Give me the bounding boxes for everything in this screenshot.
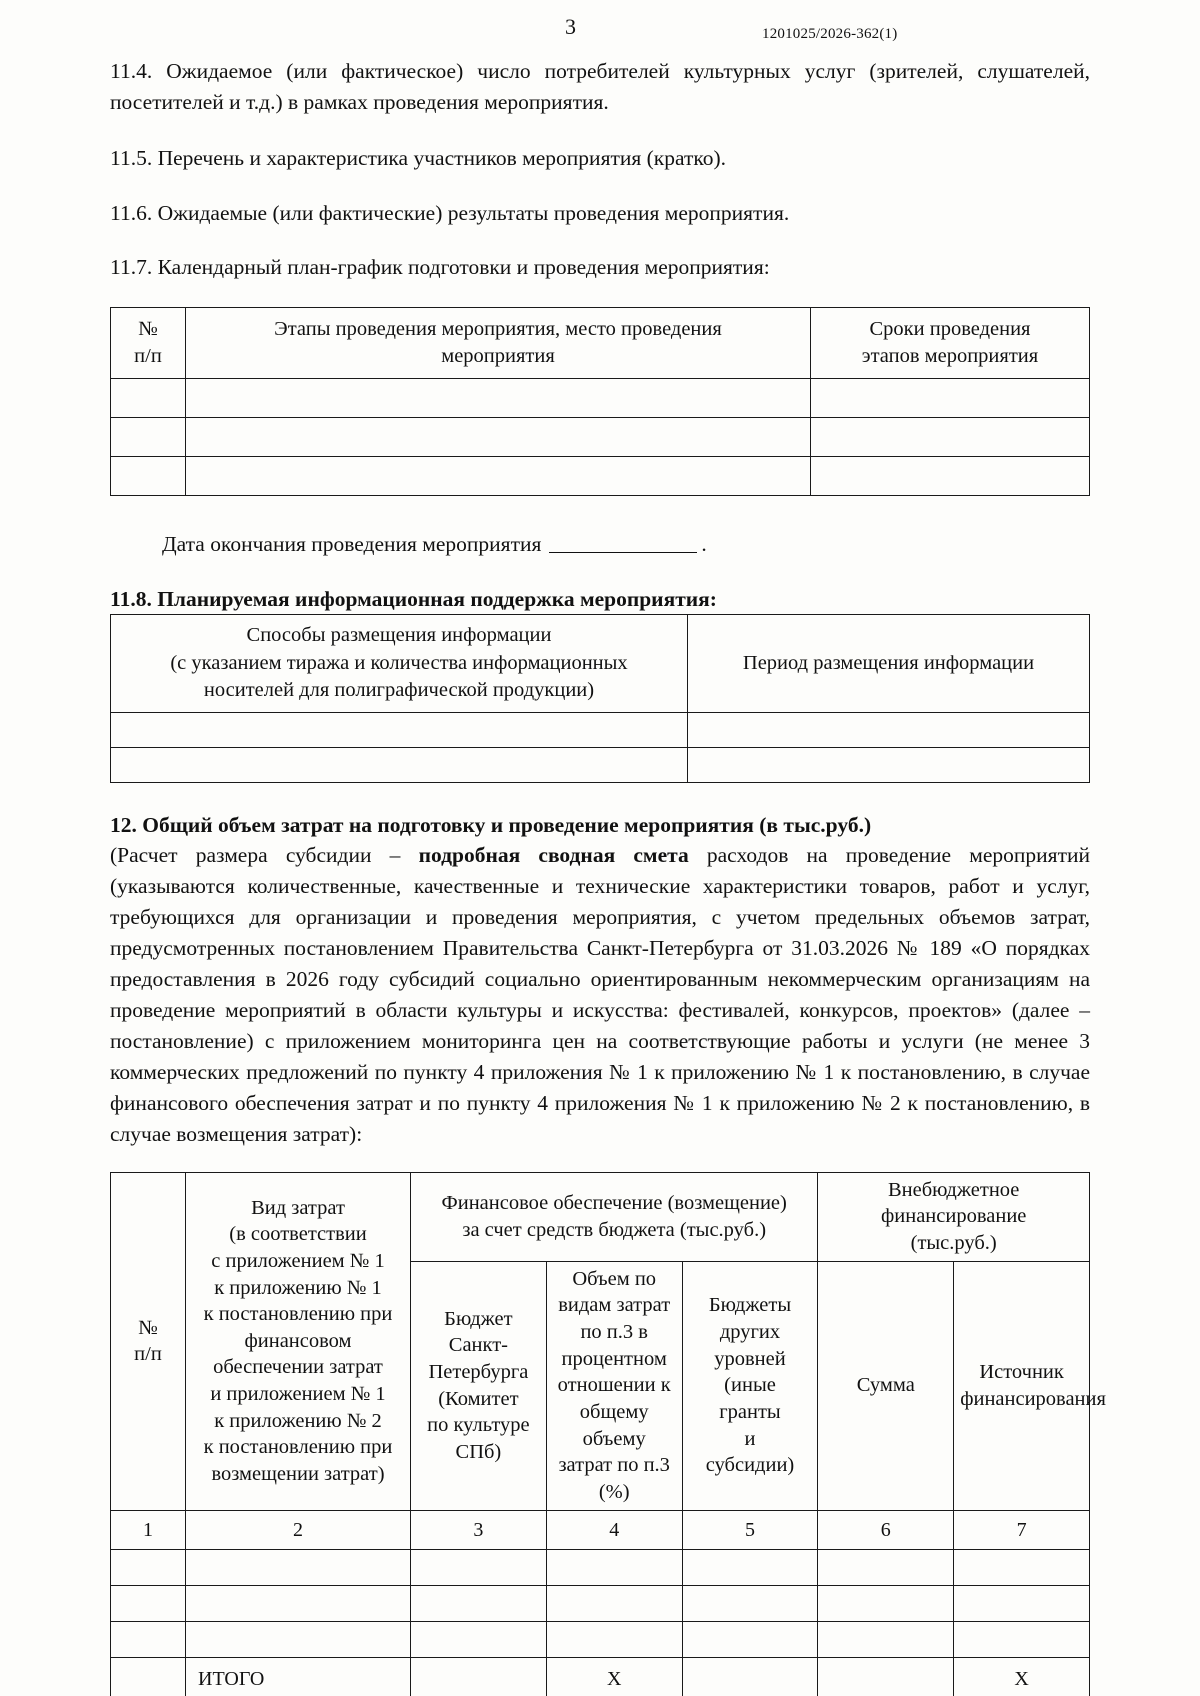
table-row[interactable] xyxy=(111,1549,1090,1585)
clause-11-4: 11.4. Ожидаемое (или фактическое) число потребителей культурных услуг (зрителей, слушателей, посетителей и т.д.) в рамках проведения мероприятия. xyxy=(110,59,1090,114)
section-12-body-part2: расходов на проведение мероприятий (указываются количественные, качественные и технические характеристики товаров, работ и услуг, требующихся для организации и проведения мероприятия, с учетом предельных объемов затрат, предусмотренных постановлением Правительства Санкт-Петербурга от 31.03.2026 № 189 «О порядках предоставления в 2026 году субсидий социально ориентированным некоммерческим организациям на проведение мероприятий в области культуры и искусства: фестивалей, конкурсов, проектов» (далее – постановление) с приложением мониторинга цен на соответствующие работы и услуги (не менее 3 коммерческих предложений по пункту 4 приложения № 1 к приложению № 1 к постановлению, в случае финансового обеспечения затрат и по пункту 4 приложения № 1 к приложению № 2 к постановлению, в случае возмещения затрат): xyxy=(110,843,1090,1146)
total-cell-sum[interactable] xyxy=(818,1657,954,1696)
cell-percent-share[interactable] xyxy=(546,1585,682,1621)
header-spb-line5: по культуре xyxy=(427,1414,530,1437)
column-number-4: 4 xyxy=(546,1510,682,1549)
cell-stage[interactable] xyxy=(186,456,811,495)
cell-term[interactable] xyxy=(811,378,1090,417)
header-percent-line8: затрат по п.3 xyxy=(558,1454,670,1477)
header-spb-line3: Петербурга xyxy=(428,1360,529,1383)
header-percent-line4: процентном xyxy=(561,1347,667,1370)
clause-11-7: 11.7. Календарный план-график подготовки и проведения мероприятия: xyxy=(110,255,770,280)
cell-number[interactable] xyxy=(111,1621,186,1657)
header-kind-line10: к постановлению при xyxy=(203,1436,393,1459)
header-extra-group-line2: финансирование xyxy=(880,1205,1027,1228)
clause-11-5: 11.5. Перечень и характеристика участников мероприятия (кратко). xyxy=(110,146,726,171)
table-row[interactable] xyxy=(111,1585,1090,1621)
header-kind-line3: с приложением № 1 xyxy=(211,1249,385,1272)
cell-financing-source[interactable] xyxy=(954,1585,1090,1621)
header-other-line7: субсидии) xyxy=(705,1454,795,1477)
header-number-line1: № xyxy=(138,1316,158,1339)
header-kind-line9: к приложению № 2 xyxy=(214,1409,382,1432)
event-end-date-input[interactable] xyxy=(549,552,697,553)
header-percent-line1: Объем по xyxy=(572,1267,657,1290)
header-terms-line1: Сроки проведения xyxy=(869,317,1031,340)
header-kind-line1: Вид затрат xyxy=(251,1196,345,1219)
cell-other-budgets[interactable] xyxy=(682,1549,818,1585)
header-spb-line1: Бюджет xyxy=(444,1307,513,1330)
header-ways-line2: (с указанием тиража и количества информационных xyxy=(170,651,628,674)
document-id: 1201025/2026-362(1) xyxy=(762,26,898,42)
header-kind-line4: к приложению № 1 xyxy=(214,1276,382,1299)
header-percent-line5: отношении к xyxy=(557,1374,671,1397)
header-percent-line7: объему xyxy=(582,1427,646,1450)
total-cell-percent-share: X xyxy=(546,1657,682,1696)
cell-spb-budget[interactable] xyxy=(411,1549,547,1585)
header-cell-ways xyxy=(111,614,688,713)
table-row[interactable] xyxy=(111,417,1090,456)
information-support-table xyxy=(110,614,1090,784)
header-extra-group-line3: (тыс.руб.) xyxy=(910,1232,997,1255)
header-kind-line5: к постановлению при xyxy=(203,1303,393,1326)
header-stages-line1: Этапы проведения мероприятия, место проведения xyxy=(274,317,722,340)
total-cell-spb-budget[interactable] xyxy=(411,1657,547,1696)
header-kind-line6: финансовом xyxy=(244,1329,352,1352)
cell-other-budgets[interactable] xyxy=(682,1585,818,1621)
header-number-line2: п/п xyxy=(134,1343,162,1366)
header-cell-spb-budget xyxy=(411,1261,547,1510)
cell-term[interactable] xyxy=(811,456,1090,495)
header-cell-period: Период размещения информации xyxy=(688,614,1090,713)
header-source-line1: Источник xyxy=(979,1360,1064,1383)
cell-cost-kind[interactable] xyxy=(186,1585,411,1621)
header-kind-line8: и приложением № 1 xyxy=(210,1383,386,1406)
event-end-date-label: Дата окончания проведения мероприятия xyxy=(162,531,542,556)
table-total-row xyxy=(111,1657,1090,1696)
header-stages-line2: мероприятия xyxy=(441,344,555,367)
clause-11-8-title: 11.8. Планируемая информационная поддержка мероприятия: xyxy=(110,586,717,611)
header-group-budget-financing xyxy=(411,1172,818,1261)
section-12-body xyxy=(110,840,1090,1150)
total-cell-number xyxy=(111,1657,186,1696)
table-row[interactable] xyxy=(111,713,1090,748)
header-other-line1: Бюджеты xyxy=(708,1294,792,1317)
cell-period[interactable] xyxy=(688,713,1090,748)
header-cell-other-budgets xyxy=(682,1261,818,1510)
header-number-line2: п/п xyxy=(134,344,162,367)
header-spb-line2: Санкт- xyxy=(448,1334,508,1357)
table-row[interactable] xyxy=(111,1621,1090,1657)
column-number-row xyxy=(111,1510,1090,1549)
table-header-row xyxy=(111,307,1090,378)
cell-number[interactable] xyxy=(111,417,186,456)
header-ways-line1: Способы размещения информации xyxy=(246,623,552,646)
header-spb-line6: СПб) xyxy=(455,1440,502,1463)
column-number-3: 3 xyxy=(411,1510,547,1549)
cell-sum[interactable] xyxy=(818,1585,954,1621)
column-number-1: 1 xyxy=(111,1510,186,1549)
cell-ways[interactable] xyxy=(111,713,688,748)
cell-number[interactable] xyxy=(111,1549,186,1585)
cell-sum[interactable] xyxy=(818,1549,954,1585)
header-cell-number xyxy=(111,307,186,378)
header-percent-line6: общему xyxy=(579,1400,649,1423)
header-spb-line4: (Комитет xyxy=(438,1387,519,1410)
header-cell-stages xyxy=(186,307,811,378)
table-header-row xyxy=(111,614,1090,713)
header-other-line6: и xyxy=(744,1427,756,1450)
header-cell-sum: Сумма xyxy=(818,1261,954,1510)
cell-cost-kind[interactable] xyxy=(186,1621,411,1657)
total-label: ИТОГО xyxy=(186,1657,411,1696)
cell-sum[interactable] xyxy=(818,1621,954,1657)
header-percent-line9: (%) xyxy=(598,1480,630,1503)
header-cell-number xyxy=(111,1172,186,1510)
event-end-date-line xyxy=(162,532,1090,557)
header-number-line1: № xyxy=(138,317,158,340)
header-budget-group-line2: за счет средств бюджета (тыс.руб.) xyxy=(462,1218,767,1241)
cell-other-budgets[interactable] xyxy=(682,1621,818,1657)
page-header xyxy=(0,0,1200,56)
total-cell-financing-source: X xyxy=(954,1657,1090,1696)
cell-ways[interactable] xyxy=(111,748,688,783)
header-kind-line2: (в соответствии xyxy=(229,1223,367,1246)
cell-number[interactable] xyxy=(111,1585,186,1621)
header-other-line3: уровней xyxy=(714,1347,786,1370)
cell-spb-budget[interactable] xyxy=(411,1621,547,1657)
cell-financing-source[interactable] xyxy=(954,1621,1090,1657)
header-ways-line3: носителей для полиграфической продукции) xyxy=(203,679,595,702)
cell-percent-share[interactable] xyxy=(546,1549,682,1585)
header-other-line4: (иные xyxy=(724,1374,776,1397)
table-row[interactable] xyxy=(111,456,1090,495)
header-cell-percent-share xyxy=(546,1261,682,1510)
total-cell-other-budgets[interactable] xyxy=(682,1657,818,1696)
header-cell-financing-source xyxy=(954,1261,1106,1510)
cell-spb-budget[interactable] xyxy=(411,1585,547,1621)
header-source-line2: финансирования xyxy=(960,1387,1106,1410)
header-other-line2: других xyxy=(719,1321,781,1344)
header-budget-group-line1: Финансовое обеспечение (возмещение) xyxy=(441,1192,787,1215)
cell-cost-kind[interactable] xyxy=(186,1549,411,1585)
page-number: 3 xyxy=(565,14,577,39)
section-12-body-part1: (Расчет размера субсидии – xyxy=(110,843,419,868)
cell-number[interactable] xyxy=(111,456,186,495)
cell-term[interactable] xyxy=(811,417,1090,456)
header-cell-terms xyxy=(811,307,1090,378)
header-extra-group-line1: Внебюджетное xyxy=(887,1178,1020,1201)
column-number-7: 7 xyxy=(954,1510,1090,1549)
cell-financing-source[interactable] xyxy=(954,1549,1090,1585)
clause-11-6: 11.6. Ожидаемые (или фактические) результаты проведения мероприятия. xyxy=(110,200,790,225)
header-kind-line7: обеспечении затрат xyxy=(213,1356,383,1379)
column-number-5: 5 xyxy=(682,1510,818,1549)
calendar-plan-table xyxy=(110,307,1090,496)
header-group-extrabudget-financing xyxy=(818,1172,1090,1261)
header-cell-cost-kind xyxy=(186,1172,411,1510)
header-other-line5: гранты xyxy=(719,1400,781,1423)
cell-stage[interactable] xyxy=(186,378,811,417)
header-percent-line3: по п.3 в xyxy=(580,1321,648,1344)
header-percent-line2: видам затрат xyxy=(558,1294,671,1317)
table-row[interactable] xyxy=(111,378,1090,417)
cell-percent-share[interactable] xyxy=(546,1621,682,1657)
event-end-date-period: . xyxy=(701,531,707,556)
header-terms-line2: этапов мероприятия xyxy=(861,344,1039,367)
table-header-row-groups xyxy=(111,1172,1090,1261)
table-row[interactable] xyxy=(111,748,1090,783)
column-number-2: 2 xyxy=(186,1510,411,1549)
section-12-body-emphasis: подробная сводная смета xyxy=(418,843,689,868)
costs-table xyxy=(110,1172,1106,1696)
column-number-6: 6 xyxy=(818,1510,954,1549)
cell-stage[interactable] xyxy=(186,417,811,456)
section-12-title: 12. Общий объем затрат на подготовку и проведение мероприятия (в тыс.руб.) xyxy=(110,813,872,838)
header-kind-line11: возмещении затрат) xyxy=(211,1463,385,1486)
cell-number[interactable] xyxy=(111,378,186,417)
cell-period[interactable] xyxy=(688,748,1090,783)
